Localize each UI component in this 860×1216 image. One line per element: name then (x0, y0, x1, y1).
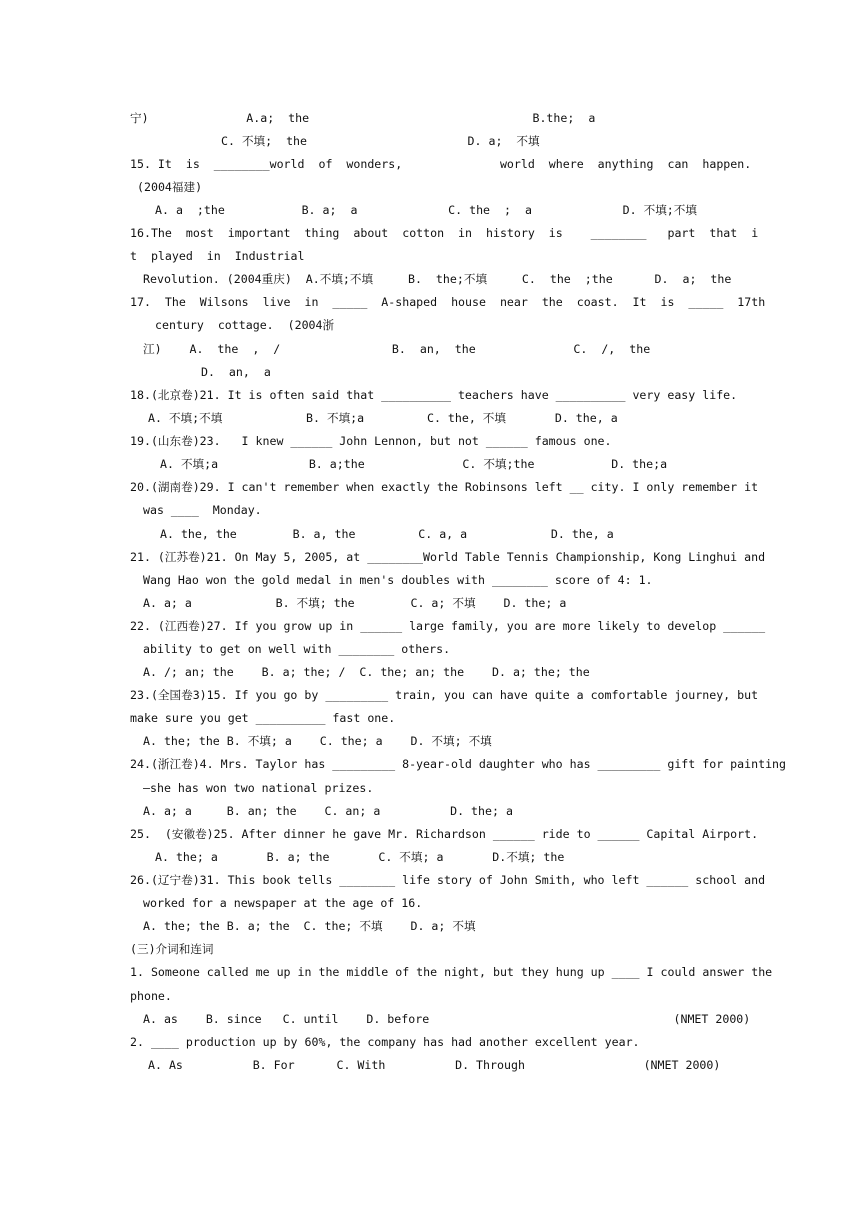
q22-options: A. /; an; the B. a; the; / C. the; an; the D. a; the; the (143, 665, 590, 679)
p2-options: A. As B. For C. With D. Through (NMET 2000) (148, 1058, 721, 1072)
q15-stem: 15. It is ________world of wonders, world where anything can happen. (130, 157, 752, 171)
q20-options: A. the, the B. a, the C. a, a D. the, a (160, 527, 614, 541)
q15-options: A. a ;the B. a; a C. the ; a D. 不填;不填 (155, 203, 697, 217)
q26-stem-cont: worked for a newspaper at the age of 16. (143, 896, 423, 910)
q17-stem: 17. The Wilsons live in _____ A-shaped house near the coast. It is _____ 17th (130, 295, 766, 309)
p1-options: A. as B. since C. until D. before (NMET 2000) (143, 1012, 751, 1026)
q22-stem-cont: ability to get on well with ________ others. (143, 642, 451, 656)
p1-stem-cont: phone. (130, 989, 172, 1003)
q20-stem: 20.(湖南卷)29. I can't remember when exactly the Robinsons left __ city. I only remember it (130, 480, 759, 494)
q16-stem-cont: t played in Industrial (130, 249, 305, 263)
q18-stem: 18.(北京卷)21. It is often said that __________ teachers have __________ very easy life. (130, 388, 738, 402)
q19-stem: 19.(山东卷)23. I knew ______ John Lennon, but not ______ famous one. (130, 434, 612, 448)
q17-options-abc: 江) A. the , / B. an, the C. /, the (143, 342, 651, 356)
q25-stem: 25. (安徽卷)25. After dinner he gave Mr. Richardson ______ ride to ______ Capital Airport. (130, 827, 759, 841)
q25-options: A. the; a B. a; the C. 不填; a D.不填; the (155, 850, 565, 864)
q20-stem-cont: was ____ Monday. (143, 503, 262, 517)
q14-options-ab: 宁) A.a; the B.the; a (130, 111, 596, 125)
section-heading: (三)介词和连词 (130, 942, 214, 956)
q22-stem: 22. (江西卷)27. If you grow up in ______ large family, you are more likely to develop ______ (130, 619, 766, 633)
q19-options: A. 不填;a B. a;the C. 不填;the D. the;a (160, 457, 668, 471)
q21-stem-cont: Wang Hao won the gold medal in men's doubles with ________ score of 4: 1. (143, 573, 653, 587)
p2-stem: 2. ____ production up by 60%, the company has had another excellent year. (130, 1035, 640, 1049)
q24-stem-cont: —she has won two national prizes. (143, 781, 374, 795)
q23-stem-cont: make sure you get __________ fast one. (130, 711, 396, 725)
q17-stem-cont: century cottage. (2004浙 (155, 318, 335, 332)
q18-options: A. 不填;不填 B. 不填;a C. the, 不填 D. the, a (148, 411, 618, 425)
q21-options: A. a; a B. 不填; the C. a; 不填 D. the; a (143, 596, 567, 610)
q15-source: (2004福建) (137, 180, 203, 194)
q21-stem: 21. (江苏卷)21. On May 5, 2005, at ________World Table Tennis Championship, Kong Linghui and (130, 550, 766, 564)
q24-options: A. a; a B. an; the C. an; a D. the; a (143, 804, 513, 818)
q14-options-cd: C. 不填; the D. a; 不填 (221, 134, 540, 148)
q16-options: Revolution. (2004重庆) A.不填;不填 B. the;不填 C. the ;the D. a; the (143, 272, 732, 286)
q23-options: A. the; the B. 不填; a C. the; a D. 不填; 不填 (143, 734, 492, 748)
q16-stem: 16.The most important thing about cotton in history is ________ part that i (130, 226, 759, 240)
q26-stem: 26.(辽宁卷)31. This book tells ________ life story of John Smith, who left ______ school and (130, 873, 766, 887)
q24-stem: 24.(浙江卷)4. Mrs. Taylor has _________ 8-year-old daughter who has _________ gift for painting (130, 757, 787, 771)
q23-stem: 23.(全国卷3)15. If you go by _________ train, you can have quite a comfortable journey, but (130, 688, 759, 702)
p1-stem: 1. Someone called me up in the middle of the night, but they hung up ____ I could answer the (130, 965, 773, 979)
q17-option-d: D. an, a (201, 365, 271, 379)
q26-options: A. the; the B. a; the C. the; 不填 D. a; 不填 (143, 919, 476, 933)
